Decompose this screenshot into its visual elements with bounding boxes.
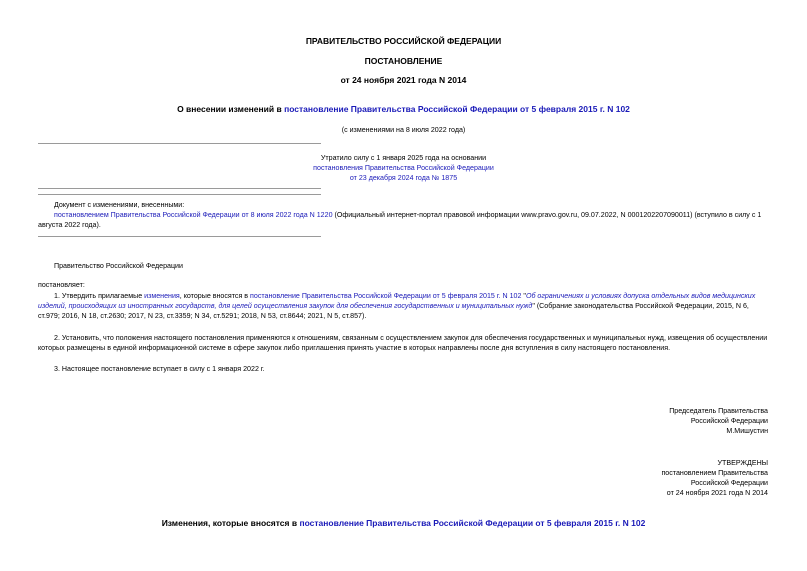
- p1-text-c: ": [521, 292, 526, 300]
- changes-title-decree-link[interactable]: постановление Правительства Российской Федерации от 5 февраля 2015 г. N 102: [299, 518, 646, 528]
- p1-text-a: 1. Утвердить прилагаемые: [54, 292, 145, 300]
- approved-heading: УТВЕРЖДЕНЫ: [717, 459, 768, 467]
- changes-title-prefix: Изменения, которые вносятся в: [161, 518, 300, 528]
- document-date: от 24 ноября 2021 года N 2014: [340, 75, 467, 85]
- p1-decree-link[interactable]: постановление Правительства Российской Федерации от 5 февраля 2015 г. N 102: [250, 292, 522, 300]
- p1-decree-title-link[interactable]: Об ограничениях и условиях допуска отдельных видов медицинских изделий, происходящих из иностранных государств, для целей осуществления закупок для обеспечения государственных и муниципальных нужд: [38, 292, 756, 310]
- decides-label: постановляет:: [38, 281, 85, 289]
- government-heading: ПРАВИТЕЛЬСТВО РОССИЙСКОЙ ФЕДЕРАЦИИ: [305, 36, 502, 46]
- paragraph-3: 3. Настоящее постановление вступает в силу с 1 января 2022 г.: [54, 365, 265, 373]
- changes-decree-link[interactable]: постановлением Правительства Российской Федерации от 8 июля 2022 года N 1220: [54, 211, 333, 219]
- approved-body: Российской Федерации: [690, 479, 768, 487]
- divider: [38, 143, 321, 144]
- changes-rest: (Официальный интернет-портал правовой информации www.pravo.gov.ru, 09.07.2022, N 0001202207090011) (вступило в силу с 1 августа 2022 года).: [38, 211, 762, 229]
- amended-note: (с изменениями на 8 июля 2022 года): [341, 126, 466, 134]
- paragraph-2: 2. Установить, что положения настоящего постановления применяются к отношениям, связанным с осуществлением закупок для обеспечения государственных и муниципальных нужд, извещения об осуществлении которых размещены в единой информационной системе в сфере закупок либо приглашения принять участие в которых направлены после дня вступления в силу настоящего постановления.: [38, 334, 768, 352]
- p1-text-d: " (Собрание законодательства Российской Федерации, 2015, N 6, ст.979; 2016, N 18, ст.2630; 2017, N 23, ст.3359; N 34, ст.5291; 2018, N 53, ст.8644; 2021, N 5, ст.857).: [38, 302, 749, 320]
- p1-changes-link[interactable]: изменения: [144, 292, 180, 300]
- divider: [38, 236, 321, 237]
- paragraph-1: [38, 291, 768, 321]
- status-link-date[interactable]: от 23 декабря 2024 года № 1875: [349, 174, 458, 182]
- signature-body: Российской Федерации: [690, 417, 768, 425]
- title-prefix: О внесении изменений в: [177, 104, 285, 114]
- signature-name: М.Мишустин: [726, 427, 768, 435]
- status-link-decree[interactable]: постановления Правительства Российской Федерации: [313, 164, 494, 172]
- document-type: ПОСТАНОВЛЕНИЕ: [364, 56, 443, 66]
- divider: [38, 188, 321, 189]
- signature-position: Председатель Правительства: [669, 407, 768, 415]
- status-line: Утратило силу с 1 января 2025 года на основании: [320, 154, 487, 162]
- issuer: Правительство Российской Федерации: [54, 262, 183, 270]
- title-decree-link[interactable]: постановление Правительства Российской Федерации от 5 февраля 2015 г. N 102: [284, 104, 630, 114]
- changes-title: [0, 518, 807, 529]
- changes-description: [38, 210, 768, 230]
- approved-by: постановлением Правительства: [661, 469, 768, 477]
- divider: [38, 194, 321, 195]
- approved-date: от 24 ноября 2021 года N 2014: [666, 489, 768, 497]
- p1-text-b: , которые вносятся в: [179, 292, 251, 300]
- document-title: [0, 104, 807, 115]
- changes-heading: Документ с изменениями, внесенными:: [54, 201, 185, 209]
